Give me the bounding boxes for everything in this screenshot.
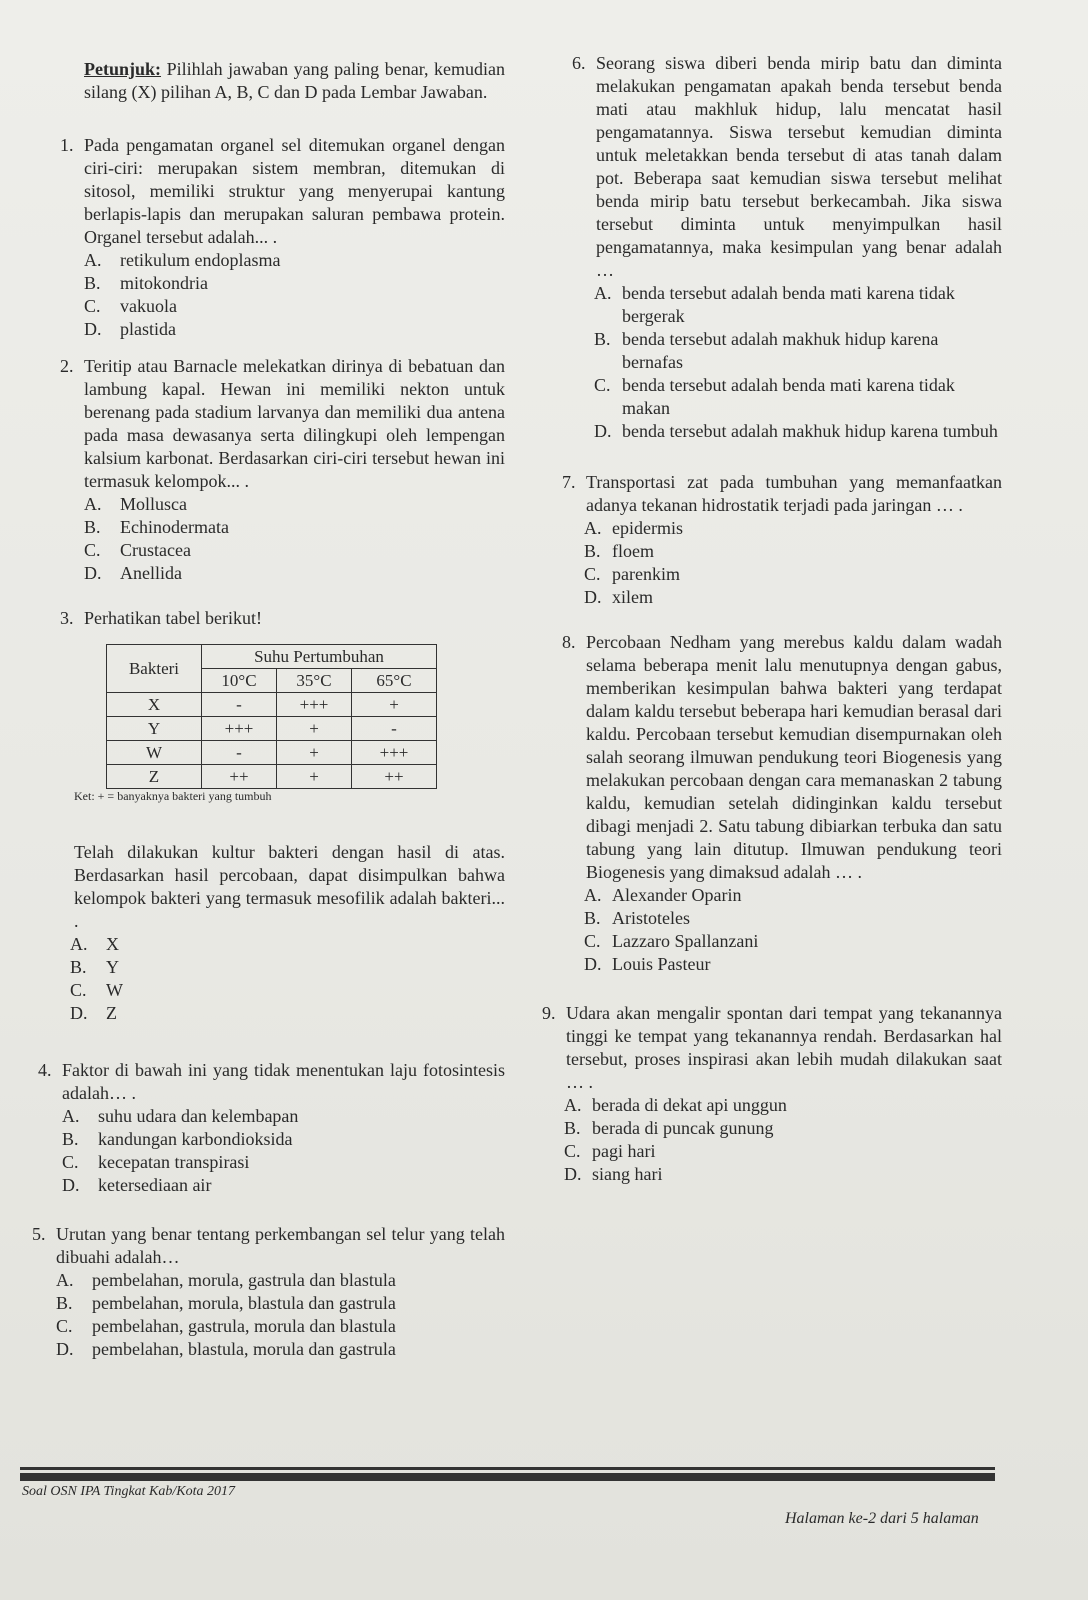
option[interactable] <box>70 979 505 1002</box>
option[interactable] <box>70 1002 505 1025</box>
option-letter: B. <box>84 273 101 293</box>
option-letter: D. <box>564 1164 582 1184</box>
table-cell: ++ <box>202 765 277 789</box>
right-column <box>542 52 1002 1200</box>
table-cell: +++ <box>352 741 437 765</box>
question-7 <box>562 471 1002 609</box>
option-text: pembelahan, blastula, morula dan gastrula <box>92 1339 396 1359</box>
question-number: 9. <box>542 1003 556 1023</box>
question-number: 5. <box>32 1224 46 1244</box>
option-text: kecepatan transpirasi <box>98 1152 250 1172</box>
option[interactable] <box>62 1151 505 1174</box>
question-text: Transportasi zat pada tumbuhan yang memanfaatkan adanya tekanan hidrostatik terjadi pada jaringan … . <box>586 472 1002 515</box>
option[interactable] <box>84 562 505 585</box>
option-text: Echinodermata <box>120 517 229 537</box>
option[interactable] <box>584 517 1002 540</box>
option-letter: D. <box>70 1003 88 1023</box>
option-letter: A. <box>84 494 102 514</box>
question-3 <box>60 607 505 1025</box>
option[interactable] <box>584 563 1002 586</box>
option[interactable] <box>584 586 1002 609</box>
table-cell: +++ <box>277 693 352 717</box>
footer-page: Halaman ke-2 dari 5 halaman <box>785 1510 979 1527</box>
question-4 <box>38 1059 505 1197</box>
option[interactable] <box>584 540 1002 563</box>
table-row <box>107 765 437 789</box>
footer-divider <box>20 1467 995 1470</box>
option-letter: A. <box>564 1095 582 1115</box>
table-cell: X <box>107 693 202 717</box>
option-letter: A. <box>70 934 88 954</box>
option[interactable] <box>70 956 505 979</box>
question-3-body: Telah dilakukan kultur bakteri dengan hasil di atas. Berdasarkan hasil percobaan, dapat disimpulkan bahwa kelompok bakteri yang termasuk mesofilik adalah bakteri... . <box>74 842 505 931</box>
option-text: Crustacea <box>120 540 191 560</box>
table-note: Ket: + = banyaknya bakteri yang tumbuh <box>74 789 272 803</box>
question-2 <box>60 355 505 585</box>
option-letter: B. <box>564 1118 581 1138</box>
table-cell: Suhu Pertumbuhan <box>202 645 437 669</box>
table-cell: 65°C <box>352 669 437 693</box>
table-row <box>107 741 437 765</box>
table-cell: - <box>202 693 277 717</box>
table-cell: - <box>202 741 277 765</box>
option-letter: C. <box>594 375 611 395</box>
option-letter: A. <box>62 1106 80 1126</box>
option-letter: B. <box>56 1293 73 1313</box>
option[interactable] <box>594 420 1002 443</box>
option-letter: C. <box>84 296 101 316</box>
option[interactable] <box>56 1338 505 1361</box>
option[interactable] <box>584 930 1002 953</box>
table-cell: + <box>277 741 352 765</box>
question-number: 6. <box>572 53 586 73</box>
option-letter: C. <box>70 980 87 1000</box>
question-text: Urutan yang benar tentang perkembangan sel telur yang telah dibuahi adalah… <box>56 1224 505 1267</box>
option[interactable] <box>56 1269 505 1292</box>
option[interactable] <box>594 282 1002 328</box>
option-letter: D. <box>84 319 102 339</box>
option[interactable] <box>56 1292 505 1315</box>
table-cell: + <box>352 693 437 717</box>
question-text: Udara akan mengalir spontan dari tempat yang tekanannya tinggi ke tempat yang tekanannya rendah. Berdasarkan hal tersebut, proses inspirasi akan lebih mudah dilakukan saat … . <box>566 1003 1002 1092</box>
option-letter: A. <box>84 250 102 270</box>
option-text: mitokondria <box>120 273 208 293</box>
footer-divider-thick <box>20 1473 995 1481</box>
footer-left: Soal OSN IPA Tingkat Kab/Kota 2017 <box>22 1484 236 1499</box>
question-number: 2. <box>60 356 74 376</box>
table-cell: Bakteri <box>107 645 202 693</box>
question-number: 7. <box>562 472 576 492</box>
option[interactable] <box>62 1105 505 1128</box>
question-text: Teritip atau Barnacle melekatkan dirinya di bebatuan dan lambung kapal. Hewan ini memiliki nekton untuk berenang pada stadium larvanya dan memiliki dua antena pada masa dewasanya serta dilingkupi oleh lempengan kalsium karbonat. Berdasarkan ciri-ciri tersebut hewan ini termasuk kelompok... . <box>84 356 505 491</box>
option-text: Louis Pasteur <box>612 954 711 974</box>
option-text: benda tersebut adalah makhuk hidup karena tumbuh <box>622 421 998 441</box>
option-letter: A. <box>584 885 602 905</box>
option-letter: D. <box>594 421 612 441</box>
option-text: Aristoteles <box>612 908 690 928</box>
question-text: Perhatikan tabel berikut! <box>84 608 262 628</box>
option-letter: C. <box>84 540 101 560</box>
option-text: pembelahan, morula, blastula dan gastrula <box>92 1293 396 1313</box>
bacteria-table <box>106 644 437 789</box>
option[interactable] <box>564 1117 1002 1140</box>
option[interactable] <box>70 933 505 956</box>
option-letter: A. <box>594 283 612 303</box>
option[interactable] <box>594 374 1002 420</box>
option-text: benda tersebut adalah benda mati karena tidak makan <box>622 375 955 418</box>
option-text: Lazzaro Spallanzani <box>612 931 759 951</box>
option-letter: D. <box>584 954 602 974</box>
instructions <box>84 58 505 104</box>
table-row <box>107 717 437 741</box>
table-cell: ++ <box>352 765 437 789</box>
option-text: vakuola <box>120 296 177 316</box>
option[interactable] <box>584 907 1002 930</box>
option-text: berada di puncak gunung <box>592 1118 774 1138</box>
question-number: 1. <box>60 135 74 155</box>
option-text: floem <box>612 541 654 561</box>
instructions-text: Pilihlah jawaban yang paling benar, kemudian silang (X) pilihan A, B, C dan D pada Lembar Jawaban. <box>84 59 506 102</box>
option-letter: C. <box>564 1141 581 1161</box>
option-letter: D. <box>584 587 602 607</box>
question-6 <box>572 52 1002 443</box>
option-text: retikulum endoplasma <box>120 250 281 270</box>
option-letter: C. <box>584 564 601 584</box>
option[interactable] <box>62 1174 505 1197</box>
option-text: Alexander Oparin <box>612 885 742 905</box>
option-text: benda tersebut adalah makhuk hidup karena bernafas <box>622 329 939 372</box>
option-text: pembelahan, morula, gastrula dan blastula <box>92 1270 396 1290</box>
option-text: Anellida <box>120 563 182 583</box>
question-text: Pada pengamatan organel sel ditemukan organel dengan ciri-ciri: merupakan sistem membran, ditemukan di sitosol, memiliki struktur yang menyerupai kantung berlapis-lapis dan merupakan saluran pembawa protein. Organel tersebut adalah... . <box>84 135 505 247</box>
option-text: Z <box>106 1003 117 1023</box>
option-text: parenkim <box>612 564 680 584</box>
table-cell: +++ <box>202 717 277 741</box>
option-text: ketersediaan air <box>98 1175 212 1195</box>
option-letter: B. <box>70 957 87 977</box>
option[interactable] <box>564 1140 1002 1163</box>
option-text: siang hari <box>592 1164 663 1184</box>
left-column <box>32 58 506 1375</box>
option-text: suhu udara dan kelembapan <box>98 1106 299 1126</box>
option[interactable] <box>84 493 505 516</box>
option[interactable] <box>84 295 505 318</box>
option[interactable] <box>84 249 505 272</box>
option-letter: B. <box>62 1129 79 1149</box>
question-9 <box>542 1002 1002 1186</box>
question-text: Percobaan Nedham yang merebus kaldu dalam wadah selama beberapa menit lalu menutupnya dengan gabus, memberikan kesimpulan bahwa bakteri yang terdapat dalam kaldu tersebut beberapa hari kemudian berasal dari kaldu. Percobaan tersebut kemudian disempurnakan oleh salah seorang ilmuwan pendukung teori Biogenesis yang melakukan percobaan dengan cara memanaskan 2 tabung kaldu, kemudian setelah didinginkan kaldu tersebut dibagi menjadi 2. Satu tabung dibiarkan terbuka dan satu tabung yang lain ditutup. Ilmuwan pendukung teori Biogenesis yang dimaksud adalah … . <box>586 632 1002 882</box>
option-text: xilem <box>612 587 653 607</box>
question-number: 4. <box>38 1060 52 1080</box>
option-text: berada di dekat api unggun <box>592 1095 787 1115</box>
option-letter: B. <box>584 541 601 561</box>
option-letter: D. <box>62 1175 80 1195</box>
question-8 <box>562 631 1002 976</box>
table-cell: - <box>352 717 437 741</box>
option[interactable] <box>56 1315 505 1338</box>
option-letter: C. <box>56 1316 73 1336</box>
option[interactable] <box>564 1163 1002 1186</box>
question-1 <box>60 134 505 341</box>
option[interactable] <box>84 272 505 295</box>
option-letter: A. <box>584 518 602 538</box>
option-letter: D. <box>84 563 102 583</box>
option-letter: D. <box>56 1339 74 1359</box>
option-letter: B. <box>84 517 101 537</box>
question-5 <box>32 1223 505 1361</box>
table-cell: + <box>277 717 352 741</box>
option-letter: B. <box>594 329 611 349</box>
option[interactable] <box>594 328 1002 374</box>
option[interactable] <box>62 1128 505 1151</box>
option-text: pembelahan, gastrula, morula dan blastula <box>92 1316 396 1336</box>
option-letter: C. <box>62 1152 79 1172</box>
option[interactable] <box>84 516 505 539</box>
option-letter: C. <box>584 931 601 951</box>
question-text: Faktor di bawah ini yang tidak menentukan laju fotosintesis adalah… . <box>62 1060 505 1103</box>
option[interactable] <box>564 1094 1002 1117</box>
table-cell: W <box>107 741 202 765</box>
option-letter: B. <box>584 908 601 928</box>
question-number: 8. <box>562 632 576 652</box>
table-cell: + <box>277 765 352 789</box>
option-text: kandungan karbondioksida <box>98 1129 293 1149</box>
option-text: W <box>106 980 123 1000</box>
table-cell: 35°C <box>277 669 352 693</box>
option-text: X <box>106 934 119 954</box>
option-letter: A. <box>56 1270 74 1290</box>
option-text: Y <box>106 957 119 977</box>
instructions-label: Petunjuk: <box>84 59 162 79</box>
option-text: pagi hari <box>592 1141 656 1161</box>
question-number: 3. <box>60 608 74 628</box>
table-cell: Y <box>107 717 202 741</box>
option-text: plastida <box>120 319 176 339</box>
question-text: Seorang siswa diberi benda mirip batu dan diminta melakukan pengamatan apakah benda tersebut benda mati atau makhluk hidup, lalu mencatat hasil pengamatannya. Siswa tersebut kemudian diminta untuk meletakkan benda tersebut di atas tanah dalam pot. Beberapa saat kemudian siswa tersebut melihat benda mirip batu tersebut berkecambah. Jika siswa tersebut diminta untuk menyimpulkan hasil pengamatannya, maka kesimpulan yang benar adalah … <box>596 53 1002 280</box>
table-row <box>107 693 437 717</box>
option[interactable] <box>584 953 1002 976</box>
table-cell: 10°C <box>202 669 277 693</box>
option-text: benda tersebut adalah benda mati karena tidak bergerak <box>622 283 955 326</box>
option[interactable] <box>84 318 505 341</box>
table-cell: Z <box>107 765 202 789</box>
option[interactable] <box>584 884 1002 907</box>
option-text: Mollusca <box>120 494 187 514</box>
option[interactable] <box>84 539 505 562</box>
option-text: epidermis <box>612 518 683 538</box>
